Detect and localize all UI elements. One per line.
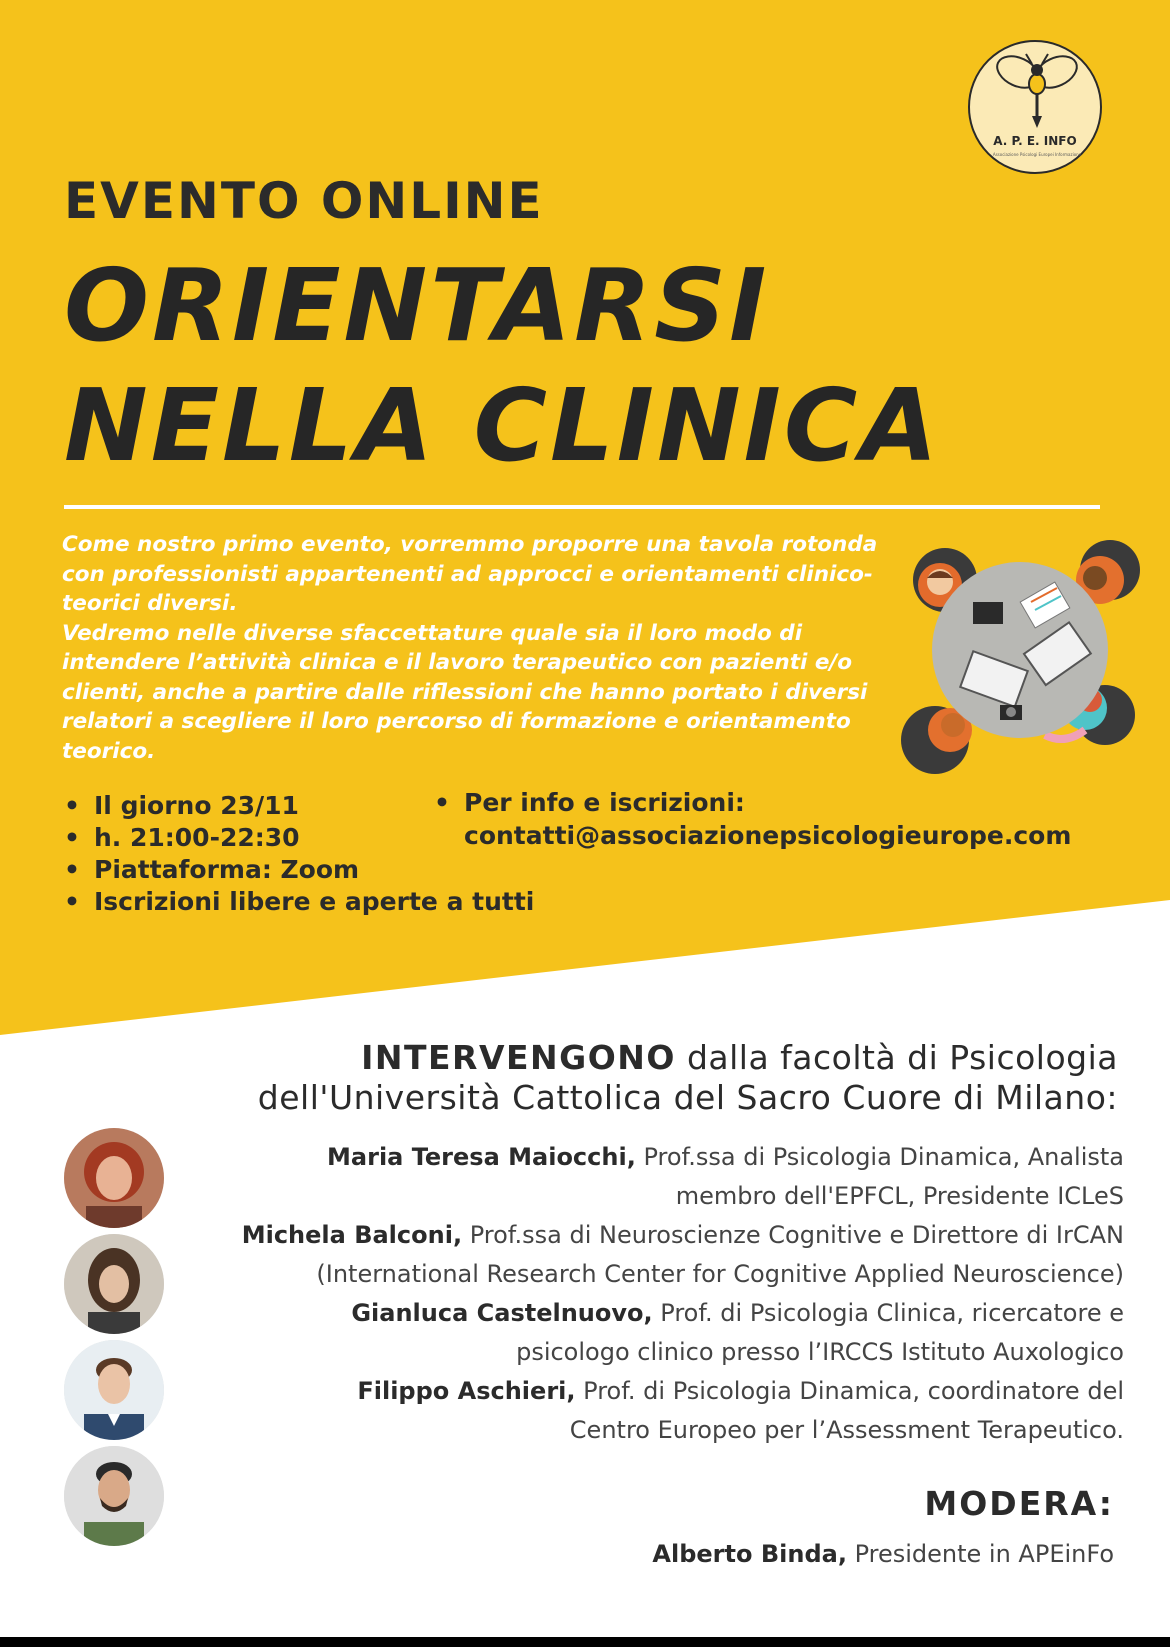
ape-info-logo: [968, 40, 1102, 174]
speaker-2-line2: (International Research Center for Cognitive Applied Neuroscience): [316, 1260, 1124, 1288]
avatar-gianluca-castelnuovo: [64, 1340, 164, 1440]
avatar-filippo-aschieri: [64, 1446, 164, 1546]
speaker-3-name: Gianluca Castelnuovo,: [351, 1299, 653, 1327]
speaker-4-line2: Centro Europeo per l’Assessment Terapeutico.: [569, 1416, 1124, 1444]
speaker-4-line1: [174, 1372, 1124, 1411]
speakers-heading-rest: dalla facoltà di Psicologia: [686, 1038, 1118, 1077]
speakers-heading-line2: dell'Università Cattolica del Sacro Cuore di Milano:: [257, 1078, 1118, 1117]
moderator-info: [652, 1540, 1114, 1568]
event-title: [64, 246, 941, 486]
speaker-1-line1: [174, 1138, 1124, 1177]
moderator-label: MODERA:: [924, 1484, 1114, 1523]
speaker-2-line1: [174, 1216, 1124, 1255]
logo-name: A. P. E. INFO: [993, 134, 1077, 148]
speaker-2-role: Prof.ssa di Neuroscienze Cognitive e Direttore di IrCAN: [469, 1221, 1124, 1249]
speaker-4-name: Filippo Aschieri,: [357, 1377, 576, 1405]
moderator-role: Presidente in APEinFo: [854, 1540, 1114, 1568]
title-line-1: ORIENTARSI: [64, 247, 770, 364]
avatar-michela-balconi: [64, 1234, 164, 1334]
speaker-1-line2: membro dell'EPFCL, Presidente ICLeS: [675, 1182, 1124, 1210]
bottom-bar: [0, 1637, 1170, 1647]
divider: [64, 505, 1100, 509]
portrait-man-icon: [64, 1446, 164, 1546]
portrait-woman-icon: [64, 1128, 164, 1228]
avatar-maria-teresa-maiocchi: [64, 1128, 164, 1228]
speaker-4-role: Prof. di Psicologia Dinamica, coordinatore del: [583, 1377, 1124, 1405]
speaker-3-role: Prof. di Psicologia Clinica, ricercatore e: [660, 1299, 1124, 1327]
speaker-3-line1: [174, 1294, 1124, 1333]
speaker-1-name: Maria Teresa Maiocchi,: [327, 1143, 636, 1171]
title-line-2: NELLA CLINICA: [64, 367, 941, 484]
contact-email[interactable]: contatti@associazionepsicologieurope.com: [464, 821, 1072, 850]
event-kicker: EVENTO ONLINE: [64, 172, 544, 230]
round-table-illustration: [895, 540, 1145, 790]
detail-date: • Il giorno 23/11: [64, 790, 534, 822]
logo-subtitle: Associazione Psicologi Europei Informazione: [992, 152, 1082, 157]
moderator-name: Alberto Binda,: [652, 1540, 847, 1568]
intro-text: [62, 530, 892, 766]
speaker-list: [174, 1138, 1124, 1450]
portrait-woman-icon: [64, 1234, 164, 1334]
speaker-2-name: Michela Balconi,: [241, 1221, 463, 1249]
contact-info: [434, 786, 1071, 852]
detail-time: • h. 21:00-22:30: [64, 822, 534, 854]
intro-paragraph-2: Vedremo nelle diverse sfaccettature quale sia il loro modo di intendere l’attività clinica e il lavoro terapeutico con pazienti e/o clienti, anche a partire dalle riflessioni che hanno portato i diversi relatori a scegliere il loro percorso di formazione e orientamento teorico.: [62, 620, 868, 764]
speakers-heading-bold: INTERVENGONO: [361, 1038, 676, 1077]
speaker-3-line2: psicologo clinico presso l’IRCCS Istituto Auxologico: [516, 1338, 1124, 1366]
speakers-heading: [258, 1038, 1118, 1118]
intro-paragraph-1: Come nostro primo evento, vorremmo proporre una tavola rotonda con professionisti appartenenti ad approcci e orientamenti clinico-teorici diversi.: [62, 532, 878, 616]
portrait-man-icon: [64, 1340, 164, 1440]
speaker-1-role: Prof.ssa di Psicologia Dinamica, Analista: [643, 1143, 1124, 1171]
detail-registration: • Iscrizioni libere e aperte a tutti: [64, 886, 534, 918]
contact-label: • Per info e iscrizioni:: [464, 788, 745, 817]
detail-platform: • Piattaforma: Zoom: [64, 854, 534, 886]
bee-icon: [992, 50, 1082, 134]
